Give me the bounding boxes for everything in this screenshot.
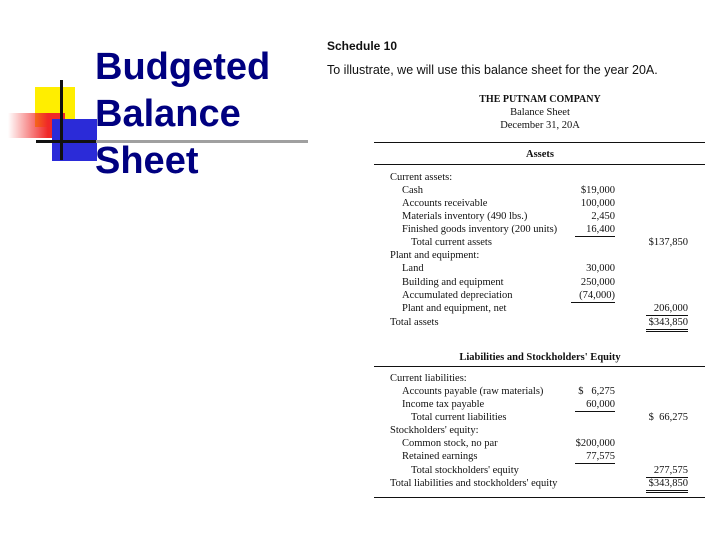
line-item-amount: 16,400 <box>575 224 615 237</box>
line-item-amount: (74,000) <box>571 290 615 303</box>
line-item-amount: 250,000 <box>580 277 615 288</box>
statement-date: December 31, 20A <box>500 120 580 131</box>
line-item-amount: $200,000 <box>575 438 615 449</box>
line-item-label: Building and equipment <box>402 277 504 288</box>
line-item-label: Accounts payable (raw materials) <box>402 386 544 397</box>
slide-title-line: Budgeted <box>95 46 271 88</box>
assets-rule <box>374 164 705 165</box>
total-current-liabilities-label: Total current liabilities <box>411 412 507 423</box>
current-liabilities-heading: Current liabilities: <box>390 373 467 384</box>
line-item-amount: 100,000 <box>580 198 615 209</box>
liabilities-rule <box>374 366 705 367</box>
line-item-amount: $19,000 <box>580 185 615 196</box>
line-item-label: Accumulated depreciation <box>402 290 513 301</box>
plant-net-label: Plant and equipment, net <box>402 303 507 314</box>
total-assets-amount: $343,850 <box>646 317 688 332</box>
line-item-label: Income tax payable <box>402 399 485 410</box>
current-assets-heading: Current assets: <box>390 172 453 183</box>
line-item-amount: 2,450 <box>591 211 615 222</box>
line-item-amount: 30,000 <box>586 263 615 274</box>
company-name: THE PUTNAM COMPANY <box>479 94 601 105</box>
footer-rule <box>374 497 705 498</box>
plant-heading: Plant and equipment: <box>390 250 480 261</box>
line-item-amount: 60,000 <box>575 399 615 412</box>
statement-name: Balance Sheet <box>510 107 570 118</box>
decor-horizontal-line <box>36 140 96 143</box>
total-current-assets-label: Total current assets <box>411 237 492 248</box>
line-item-amount: $ 6,275 <box>578 386 615 397</box>
slide-title <box>95 44 270 185</box>
assets-heading: Assets <box>526 149 554 160</box>
intro-text: To illustrate, we will use this balance sheet for the year 20A. <box>327 63 658 77</box>
total-assets-label: Total assets <box>390 317 439 328</box>
line-item-label: Retained earnings <box>402 451 478 462</box>
line-item-label: Common stock, no par <box>402 438 498 449</box>
header-rule <box>374 142 705 143</box>
line-item-label: Land <box>402 263 424 274</box>
line-item-label: Cash <box>402 185 423 196</box>
line-item-amount: 77,575 <box>575 451 615 464</box>
line-item-label: Accounts receivable <box>402 198 488 209</box>
line-item-label: Finished goods inventory (200 units) <box>402 224 558 235</box>
total-liabilities-equity-amount: $343,850 <box>646 478 688 493</box>
total-liabilities-equity-label: Total liabilities and stockholders' equity <box>390 478 558 489</box>
total-equity-label: Total stockholders' equity <box>411 465 519 476</box>
plant-net-amount: 206,000 <box>646 303 688 316</box>
line-item-label: Materials inventory (490 lbs.) <box>402 211 528 222</box>
slide-title-line: Balance <box>95 93 241 135</box>
total-current-liabilities-amount: $ 66,275 <box>648 412 688 423</box>
equity-heading: Stockholders' equity: <box>390 425 479 436</box>
schedule-label: Schedule 10 <box>327 39 398 53</box>
total-current-assets-amount: $137,850 <box>648 237 688 248</box>
liabilities-heading: Liabilities and Stockholders' Equity <box>459 352 621 363</box>
slide-title-line: Sheet <box>95 140 199 182</box>
decor-vertical-line <box>60 80 63 160</box>
total-equity-amount: 277,575 <box>646 465 688 478</box>
